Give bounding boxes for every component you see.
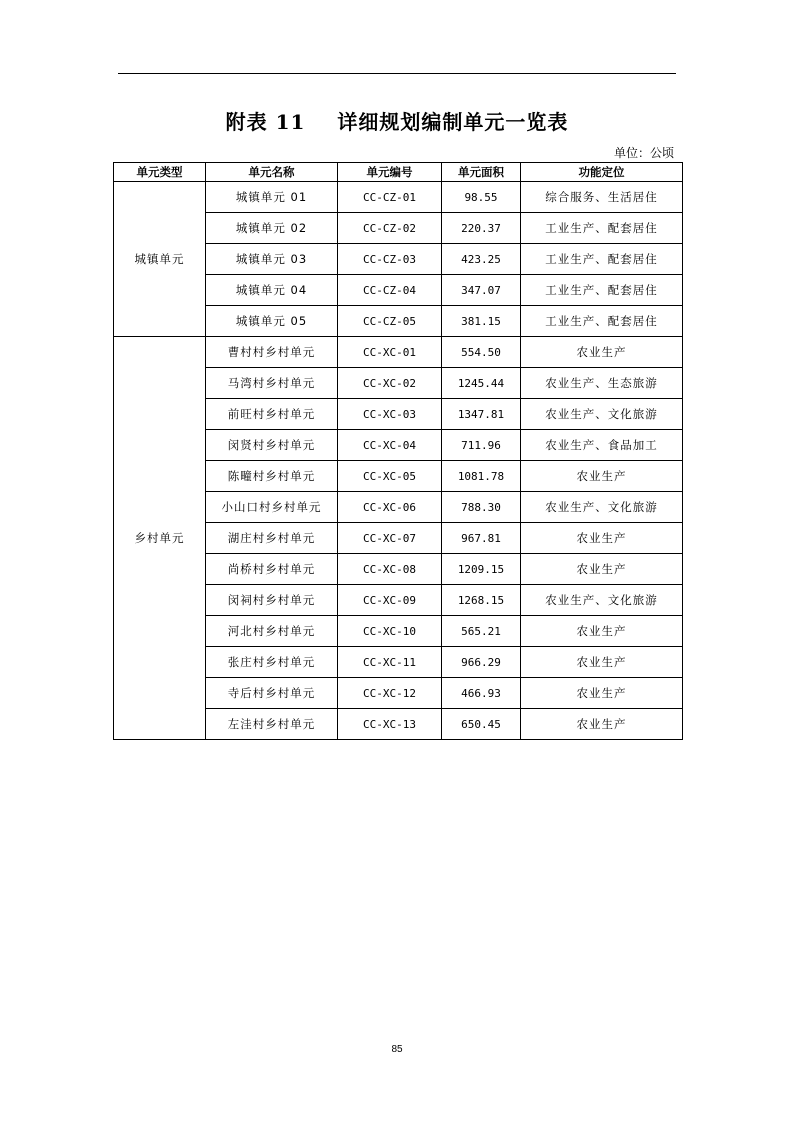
function-cell: 农业生产	[521, 461, 683, 492]
unit-code-cell: CC-XC-02	[338, 368, 442, 399]
function-cell: 农业生产	[521, 554, 683, 585]
unit-area-cell: 711.96	[442, 430, 521, 461]
unit-code-cell: CC-CZ-02	[338, 213, 442, 244]
unit-name-cell: 寺后村乡村单元	[206, 678, 338, 709]
unit-code-cell: CC-XC-03	[338, 399, 442, 430]
unit-area-cell: 565.21	[442, 616, 521, 647]
function-cell: 农业生产、文化旅游	[521, 585, 683, 616]
header-unit-type: 单元类型	[114, 163, 206, 182]
unit-name-cell: 城镇单元 03	[206, 244, 338, 275]
unit-area-cell: 1081.78	[442, 461, 521, 492]
unit-name-cell: 前旺村乡村单元	[206, 399, 338, 430]
page-number: 85	[391, 1044, 403, 1055]
header-function: 功能定位	[521, 163, 683, 182]
unit-type-cell: 城镇单元	[114, 182, 206, 337]
header-unit-code: 单元编号	[338, 163, 442, 182]
unit-name-cell: 尚桥村乡村单元	[206, 554, 338, 585]
unit-name-cell: 城镇单元 02	[206, 213, 338, 244]
unit-code-cell: CC-XC-09	[338, 585, 442, 616]
unit-name-cell: 张庄村乡村单元	[206, 647, 338, 678]
unit-code-cell: CC-CZ-04	[338, 275, 442, 306]
unit-code-cell: CC-CZ-03	[338, 244, 442, 275]
unit-area-cell: 466.93	[442, 678, 521, 709]
function-cell: 农业生产、生态旅游	[521, 368, 683, 399]
function-cell: 农业生产	[521, 709, 683, 740]
unit-name-cell: 左洼村乡村单元	[206, 709, 338, 740]
unit-area-cell: 1245.44	[442, 368, 521, 399]
unit-area-cell: 788.30	[442, 492, 521, 523]
unit-name-cell: 闵祠村乡村单元	[206, 585, 338, 616]
unit-code-cell: CC-CZ-01	[338, 182, 442, 213]
unit-name-cell: 马湾村乡村单元	[206, 368, 338, 399]
function-cell: 工业生产、配套居住	[521, 244, 683, 275]
unit-code-cell: CC-XC-08	[338, 554, 442, 585]
unit-code-cell: CC-XC-06	[338, 492, 442, 523]
unit-area-cell: 1268.15	[442, 585, 521, 616]
function-cell: 农业生产、文化旅游	[521, 492, 683, 523]
function-cell: 农业生产	[521, 647, 683, 678]
function-cell: 农业生产、文化旅游	[521, 399, 683, 430]
header-unit-name: 单元名称	[206, 163, 338, 182]
unit-name-cell: 城镇单元 05	[206, 306, 338, 337]
unit-area-cell: 650.45	[442, 709, 521, 740]
header-row	[114, 163, 683, 182]
table-header	[114, 163, 683, 182]
unit-area-cell: 966.29	[442, 647, 521, 678]
planning-units-table	[113, 162, 683, 740]
unit-area-cell: 1347.81	[442, 399, 521, 430]
header-unit-area: 单元面积	[442, 163, 521, 182]
function-cell: 综合服务、生活居住	[521, 182, 683, 213]
unit-area-cell: 554.50	[442, 337, 521, 368]
unit-code-cell: CC-XC-13	[338, 709, 442, 740]
unit-name-cell: 城镇单元 01	[206, 182, 338, 213]
function-cell: 农业生产	[521, 678, 683, 709]
unit-name-cell: 小山口村乡村单元	[206, 492, 338, 523]
unit-code-cell: CC-XC-04	[338, 430, 442, 461]
unit-name-cell: 陈疃村乡村单元	[206, 461, 338, 492]
unit-code-cell: CC-XC-07	[338, 523, 442, 554]
table-body	[114, 182, 683, 740]
unit-area-cell: 220.37	[442, 213, 521, 244]
header-rule	[118, 73, 676, 74]
unit-name-cell: 城镇单元 04	[206, 275, 338, 306]
unit-code-cell: CC-XC-12	[338, 678, 442, 709]
table-row	[114, 182, 683, 213]
unit-code-cell: CC-XC-01	[338, 337, 442, 368]
function-cell: 工业生产、配套居住	[521, 275, 683, 306]
function-cell: 农业生产	[521, 616, 683, 647]
unit-code-cell: CC-XC-11	[338, 647, 442, 678]
function-cell: 农业生产、食品加工	[521, 430, 683, 461]
page-title: 附表 11 详细规划编制单元一览表	[225, 110, 569, 134]
table-row	[114, 337, 683, 368]
unit-code-cell: CC-CZ-05	[338, 306, 442, 337]
unit-area-cell: 967.81	[442, 523, 521, 554]
unit-area-cell: 98.55	[442, 182, 521, 213]
function-cell: 农业生产	[521, 523, 683, 554]
function-cell: 工业生产、配套居住	[521, 213, 683, 244]
unit-name-cell: 曹村村乡村单元	[206, 337, 338, 368]
unit-name-cell: 湖庄村乡村单元	[206, 523, 338, 554]
unit-area-cell: 381.15	[442, 306, 521, 337]
unit-label: 单位：公顷	[613, 146, 674, 160]
unit-code-cell: CC-XC-05	[338, 461, 442, 492]
unit-area-cell: 423.25	[442, 244, 521, 275]
unit-area-cell: 347.07	[442, 275, 521, 306]
unit-name-cell: 河北村乡村单元	[206, 616, 338, 647]
unit-type-cell: 乡村单元	[114, 337, 206, 740]
unit-area-cell: 1209.15	[442, 554, 521, 585]
unit-name-cell: 闵贤村乡村单元	[206, 430, 338, 461]
function-cell: 农业生产	[521, 337, 683, 368]
function-cell: 工业生产、配套居住	[521, 306, 683, 337]
unit-code-cell: CC-XC-10	[338, 616, 442, 647]
